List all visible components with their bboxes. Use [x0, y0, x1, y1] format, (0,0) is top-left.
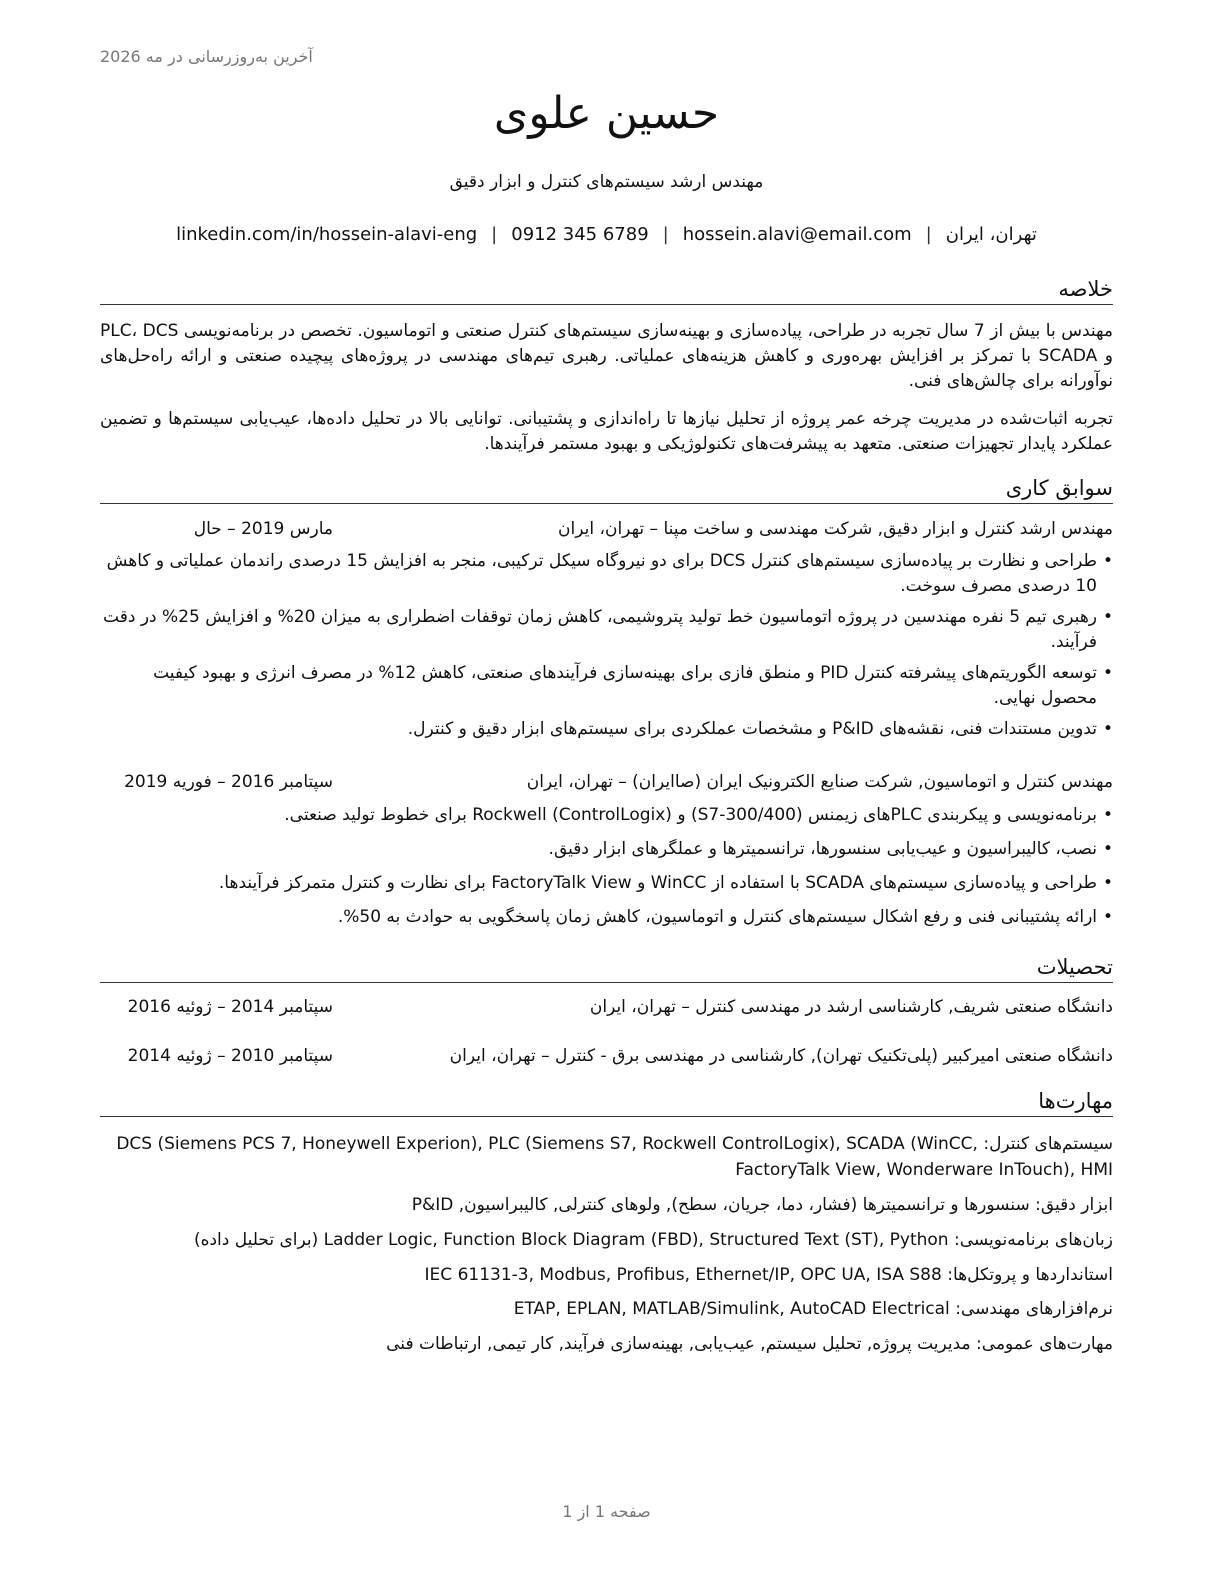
contact-separator: | — [662, 224, 669, 245]
list-item: • ارائه پشتیبانی فنی و رفع اشکال سیستم‌های کنترل و اتوماسیون، کاهش زمان پاسخگویی به حوادث به 50%. — [100, 905, 1113, 930]
contact-location: تهران، ایران — [945, 224, 1037, 245]
list-item: • طراحی و پیاده‌سازی سیستم‌های SCADA با استفاده از WinCC و FactoryTalk View برای نظارت و کنترل متمرکز فرآیندها. — [100, 871, 1113, 896]
job-dates: مارس 2019 – حال — [193, 519, 333, 539]
skill-line: زبان‌های برنامه‌نویسی: Ladder Logic, Function Block Diagram (FBD), Structured Text (ST), Python (برای تحلیل داده) — [193, 1230, 1113, 1250]
contact-email[interactable]: hossein.alavi@email.com — [682, 224, 912, 245]
list-item: • رهبری تیم 5 نفره مهندسین در پروژه اتوماسیون خط تولید پتروشیمی، کاهش زمان توقفات اضطراری به میزان 20% و افزایش 25% در دقت فرآیند. — [100, 605, 1113, 655]
list-item: • طراحی و نظارت بر پیاده‌سازی سیستم‌های کنترل DCS برای دو نیروگاه سیکل ترکیبی، منجر به افزایش 15 درصدی راندمان عملیاتی و کاهش 10 درصدی مصرف سوخت. — [100, 549, 1113, 599]
candidate-title: مهندس ارشد سیستم‌های کنترل و ابزار دقیق — [449, 172, 764, 192]
job-dates: سپتامبر 2016 – فوریه 2019 — [124, 772, 333, 792]
education-dates: سپتامبر 2010 – ژوئیه 2014 — [127, 1046, 333, 1066]
list-item: • برنامه‌نویسی و پیکربندی PLCهای زیمنس (S7-300/400) و Rockwell (ControlLogix) برای خطوط تولید صنعتی. — [100, 803, 1113, 828]
section-heading-skills: مهارت‌ها — [100, 1088, 1113, 1117]
skill-line: سیستم‌های کنترل: DCS (Siemens PCS 7, Honeywell Experion), PLC (Siemens S7, Rockwell ControlLogix), SCADA (WinCC, FactoryTalk View, Wonderware InTouch), HMI — [116, 1134, 1113, 1180]
contact-phone[interactable]: 0912 345 6789 — [511, 224, 649, 245]
section-heading-summary: خلاصه — [100, 276, 1113, 305]
page-number: صفحه 1 از 1 — [562, 1502, 651, 1521]
education-degree: دانشگاه صنعتی شریف, کارشناسی ارشد در مهندسی کنترل – تهران، ایران — [589, 997, 1113, 1017]
contact-line — [100, 224, 1113, 245]
candidate-name: حسین علوی — [493, 88, 720, 139]
skill-line: مهارت‌های عمومی: مدیریت پروژه, تحلیل سیستم, عیب‌یابی, بهینه‌سازی فرآیند, کار تیمی, ارتباطات فنی — [386, 1334, 1113, 1354]
skill-line: استانداردها و پروتکل‌ها: IEC 61131-3, Modbus, Profibus, Ethernet/IP, OPC UA, ISA S88 — [424, 1265, 1113, 1285]
section-heading-education: تحصیلات — [100, 954, 1113, 983]
resume-page — [100, 0, 1113, 1584]
contact-separator: | — [491, 224, 498, 245]
contact-linkedin[interactable]: linkedin.com/in/hossein-alavi-eng — [176, 224, 478, 245]
job-role: مهندس کنترل و اتوماسیون, شرکت صنایع الکترونیک ایران (صاایران) – تهران، ایران — [526, 772, 1113, 792]
contact-separator: | — [925, 224, 932, 245]
summary-paragraph: تجربه اثبات‌شده در مدیریت چرخه عمر پروژه از تحلیل نیازها تا راه‌اندازی و پشتیبانی. توانایی بالا در تحلیل داده‌ها، عیب‌یابی سیستم‌ها و تضمین عملکرد پایدار تجهیزات صنعتی. متعهد به پیشرفت‌های تکنولوژیکی و بهبود مستمر فرآیندها. — [100, 409, 1113, 454]
job-header — [100, 519, 1113, 543]
skill-line: ابزار دقیق: سنسورها و ترانسمیترها (فشار، دما، جریان، سطح), ولوهای کنترلی, کالیبراسیون, P&ID — [411, 1195, 1113, 1215]
education-degree: دانشگاه صنعتی امیرکبیر (پلی‌تکنیک تهران), کارشناسی در مهندسی برق - کنترل – تهران، ایران — [449, 1046, 1113, 1066]
summary-paragraph: مهندس با بیش از 7 سال تجربه در طراحی، پیاده‌سازی و بهینه‌سازی سیستم‌های کنترل صنعتی و اتوماسیون. تخصص در برنامه‌نویسی PLC، DCS و SCADA با تمرکز بر افزایش بهره‌وری و کاهش هزینه‌های عملیاتی. رهبری تیم‌های مهندسی در پروژه‌های پیچیده صنعتی و ارائه راه‌حل‌های نوآورانه برای چالش‌های فنی. — [100, 321, 1113, 391]
list-item: • نصب، کالیبراسیون و عیب‌یابی سنسورها، ترانسمیترها و عملگرهای ابزار دقیق. — [100, 837, 1113, 862]
job-header — [100, 772, 1113, 796]
job-bullets — [100, 549, 1113, 748]
list-item: • تدوین مستندات فنی، نقشه‌های P&ID و مشخصات عملکردی برای سیستم‌های ابزار دقیق و کنترل. — [100, 717, 1113, 742]
job-bullets — [100, 803, 1113, 936]
education-dates: سپتامبر 2014 – ژوئیه 2016 — [127, 997, 333, 1017]
education-item — [100, 997, 1113, 1021]
skill-line: نرم‌افزارهای مهندسی: ETAP, EPLAN, MATLAB/Simulink, AutoCAD Electrical — [513, 1299, 1113, 1319]
job-role: مهندس ارشد کنترل و ابزار دقیق, شرکت مهندسی و ساخت مپنا – تهران، ایران — [558, 519, 1113, 539]
last-updated-note: آخرین به‌روزرسانی در مه 2026 — [100, 47, 313, 66]
education-item — [100, 1046, 1113, 1070]
section-heading-experience: سوابق کاری — [100, 475, 1113, 504]
list-item: • توسعه الگوریتم‌های پیشرفته کنترل PID و منطق فازی برای بهینه‌سازی فرآیندهای صنعتی، کاهش 12% در مصرف انرژی و بهبود کیفیت محصول نهایی. — [100, 661, 1113, 711]
